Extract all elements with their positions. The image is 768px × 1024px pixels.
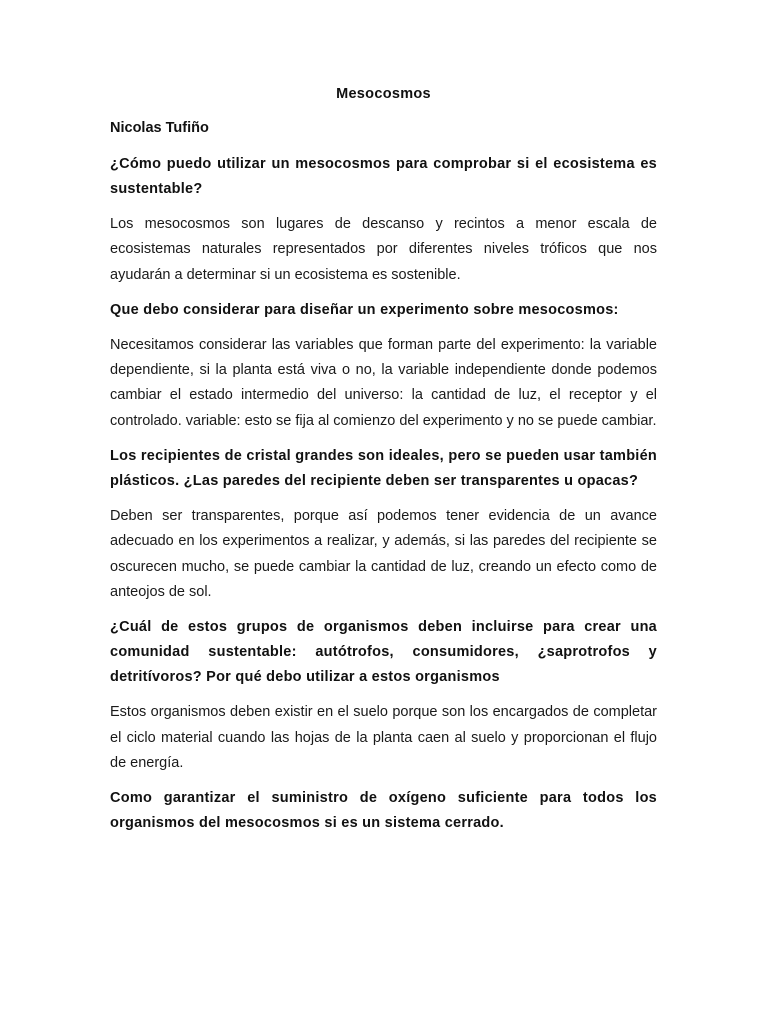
document-page: [110, 84, 657, 846]
answer-2: Necesitamos considerar las variables que forman parte del experimento: la variable dependiente, si la planta está viva o no, la variable independiente donde podemos cambiar el estado intermedio del universo: la cantidad de luz, el receptor y el controlado. variable: esto se fija al comienzo del experimento y no se puede cambiar.: [110, 336, 657, 429]
answer-1: Los mesocosmos son lugares de descanso y recintos a menor escala de ecosistemas naturales representados por diferentes niveles tróficos que nos ayudarán a determinar si un ecosistema es sostenible.: [110, 216, 657, 283]
document-title: Mesocosmos: [336, 86, 431, 102]
question-4: ¿Cuál de estos grupos de organismos deben incluirse para crear una comunidad sustentable: autótrofos, consumidores, ¿saprotrofos y detritívoros? Por qué debo utilizar a estos organismos: [110, 619, 657, 686]
question-5: Como garantizar el suministro de oxígeno suficiente para todos los organismos del mesocosmos si es un sistema cerrado.: [110, 790, 657, 832]
answer-3: Deben ser transparentes, porque así podemos tener evidencia de un avance adecuado en los experimentos a realizar, y además, si las paredes del recipiente se oscurecen mucho, se puede cambiar la cantidad de luz, creando un efecto como de anteojos de sol.: [110, 508, 657, 600]
document-author: Nicolas Tufiño: [110, 120, 209, 136]
question-3: Los recipientes de cristal grandes son ideales, pero se pueden usar también plásticos. ¿Las paredes del recipiente deben ser transparentes u opacas?: [110, 448, 657, 490]
question-1: ¿Cómo puedo utilizar un mesocosmos para comprobar si el ecosistema es sustentable?: [110, 156, 657, 197]
answer-4: Estos organismos deben existir en el suelo porque son los encargados de completar el ciclo material cuando las hojas de la planta caen al suelo y proporcionan el flujo de energía.: [110, 704, 657, 771]
question-2: Que debo considerar para diseñar un experimento sobre mesocosmos:: [110, 301, 619, 318]
